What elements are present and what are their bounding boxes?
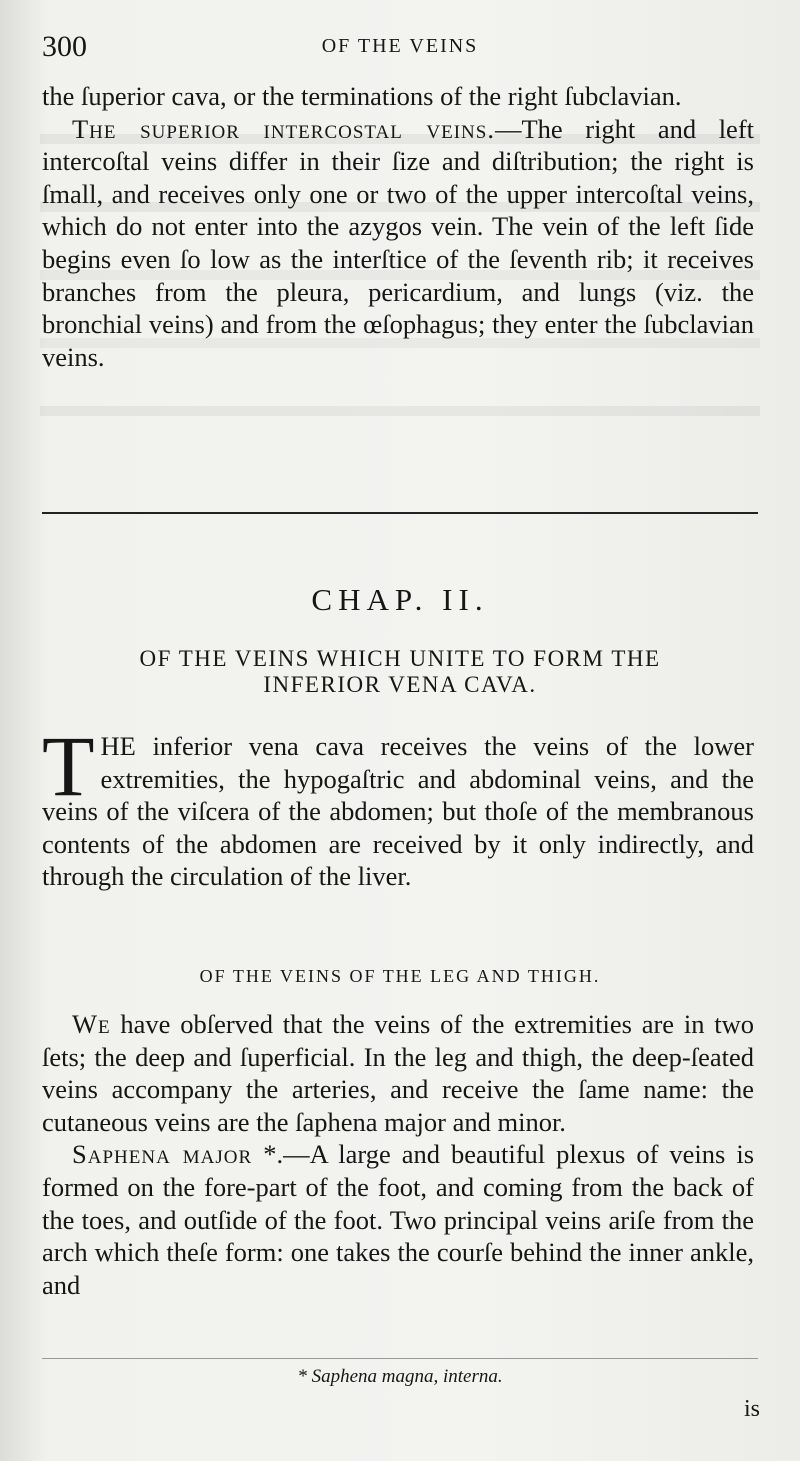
chapter-title: [50, 646, 750, 698]
continued-paragraph: the ſuperior cava, or the terminations of the right ſubclavian.: [42, 81, 682, 111]
page-header: [42, 30, 758, 62]
footnote: * Saphena magna, interna.: [297, 1366, 503, 1387]
intercostal-lead: The superior intercostal veins.: [72, 113, 495, 144]
top-text-block: [42, 80, 754, 373]
section-text-block: [42, 1008, 754, 1301]
drop-cap: T: [42, 718, 95, 814]
chapter-divider-rule: [42, 512, 758, 514]
chapter-heading: CHAP. II.: [311, 582, 489, 617]
saphena-body: —A large and beautiful plexus of veins is formed on the fore-part of the foot, and coming from the back of the toes, and outſide of the foot. Two principal veins ariſe from the arch which theſe form: one takes the courſe behind the inner ankle, and: [42, 1139, 755, 1300]
intro-body: inferior vena cava receives the veins of the lower extremities, the hypogaſtric and abdominal veins, and the veins of the viſcera of the abdomen; but thoſe of the membranous contents of the abdomen are received by it only indirectly, and through the circulation of the liver.: [42, 731, 754, 892]
veins-sets-lead: We: [72, 1009, 111, 1039]
catchword: is: [743, 1396, 760, 1422]
saphena-footnote-mark: *.: [252, 1139, 284, 1170]
veins-sets-paragraph: [42, 1008, 754, 1138]
intro-caps: HE: [100, 731, 136, 761]
section-title: OF THE VEINS OF THE LEG AND THIGH.: [199, 966, 601, 986]
saphena-paragraph: [42, 1138, 754, 1301]
intercostal-paragraph: [42, 113, 754, 374]
saphena-lead: Saphena major: [72, 1139, 253, 1170]
veins-sets-body: have obſerved that the veins of the extremities are in two ſets; the deep and ſuperficial. In the leg and thigh, the deep-ſeated veins accompany the arteries, and receive the ſame name: the cutaneous veins are the ſaphena major and minor.: [42, 1009, 754, 1137]
intro-paragraph: [42, 718, 754, 893]
footnote-rule: [42, 1358, 758, 1359]
intercostal-body: —The right and left intercoſtal veins differ in their ſize and diſtribution; the right is ſmall, and receives only one or two of the upper intercoſtal veins, which do not enter into the azygos vein. The vein of the left ſide begins even ſo low as the interſtice of the ſeventh rib; it receives branches from the pleura, pericardium, and lungs (viz. the bronchial veins) and from the œſophagus; they enter the ſubclavian veins.: [42, 113, 755, 372]
running-head: OF THE VEINS: [321, 35, 479, 57]
chapter-title-line-1: OF THE VEINS WHICH UNITE TO FORM THE: [139, 646, 661, 671]
page-number: 300: [42, 30, 87, 63]
chapter-title-line-2: INFERIOR VENA CAVA.: [263, 672, 537, 697]
